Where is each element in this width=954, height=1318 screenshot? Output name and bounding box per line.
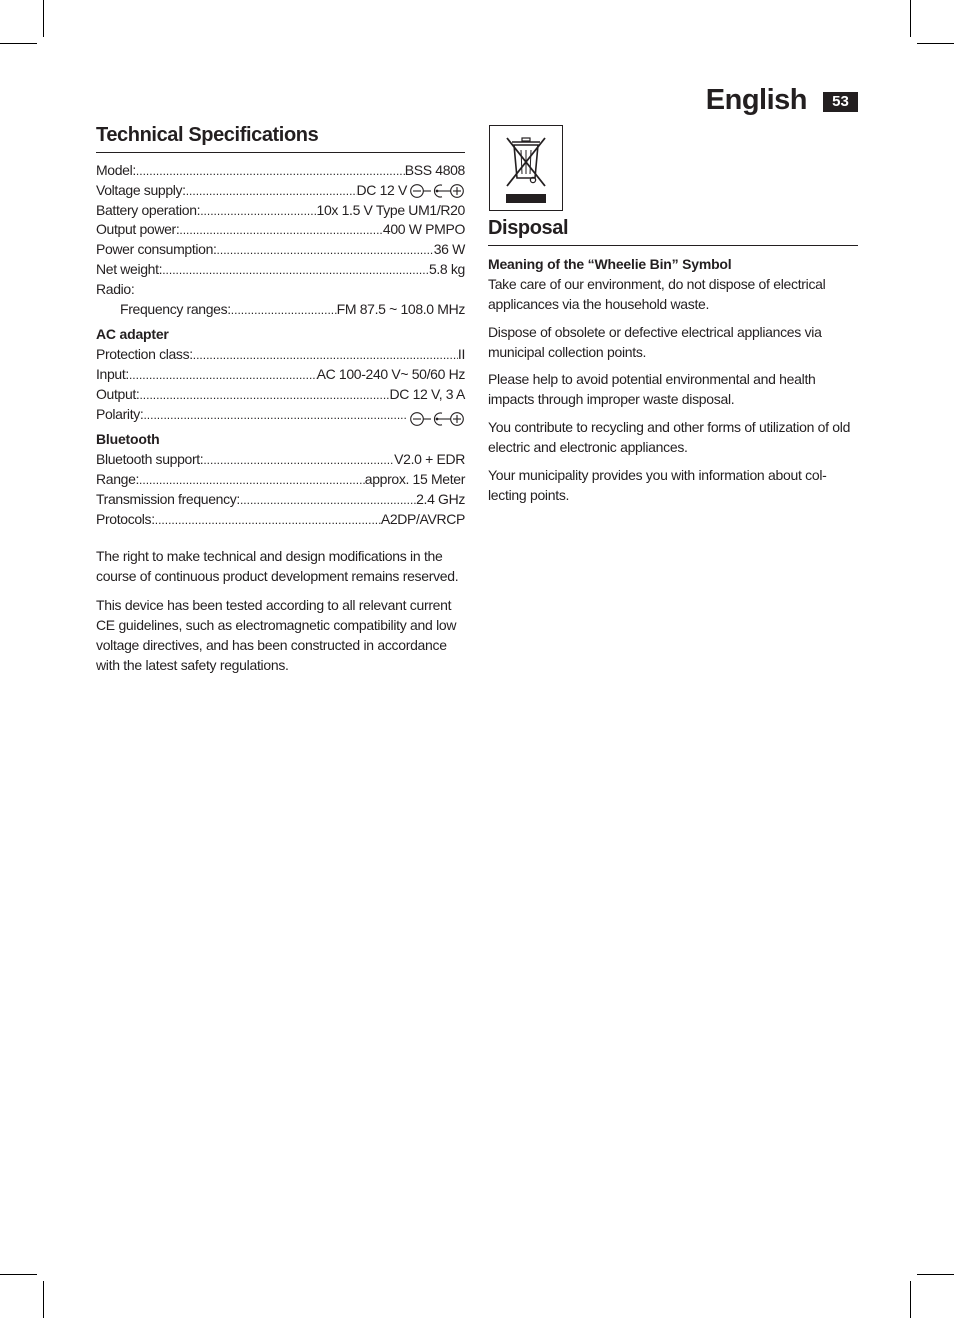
spec-value-text: DC 12 V, 3 A bbox=[389, 385, 465, 402]
leader-dots bbox=[186, 182, 357, 202]
crop-mark bbox=[0, 43, 37, 44]
disposal-section bbox=[488, 125, 858, 506]
spec-value bbox=[390, 385, 465, 405]
spec-label: Bluetooth support: bbox=[96, 451, 204, 468]
spec-value-text: 400 W PMPO bbox=[382, 221, 465, 238]
spec-value-text: AC 100-240 V~ 50/60 Hz bbox=[316, 365, 465, 382]
leader-dots bbox=[217, 241, 434, 261]
spec-value-text: A2DP/AVRCP bbox=[380, 510, 465, 527]
paragraph: You contribute to recycling and other forms of utilization of old electric and electronic appliances. bbox=[488, 419, 851, 456]
spec-value bbox=[429, 260, 465, 280]
spec-label: Net weight: bbox=[96, 260, 163, 277]
section-title: Disposal bbox=[488, 217, 858, 246]
spec-value bbox=[416, 490, 465, 510]
spec-row bbox=[96, 345, 465, 365]
spec-label: Polarity: bbox=[96, 405, 144, 422]
paragraph: Your municipality provides you with information about col-lecting points. bbox=[488, 467, 827, 503]
spec-row bbox=[96, 181, 465, 201]
crop-mark bbox=[0, 1274, 37, 1275]
spec-row bbox=[96, 385, 465, 405]
spec-value-text: V2.0 + EDR bbox=[394, 451, 465, 468]
spec-label: Output power: bbox=[96, 221, 180, 238]
spec-label: Protocols: bbox=[96, 510, 155, 527]
spec-row bbox=[96, 450, 465, 470]
spec-value-text: 10x 1.5 V Type UM1/R20 bbox=[316, 201, 465, 218]
leader-dots bbox=[203, 451, 394, 471]
spec-label: Voltage supply: bbox=[96, 181, 186, 198]
spec-value bbox=[357, 181, 465, 201]
spec-row bbox=[96, 510, 465, 530]
spec-row bbox=[96, 405, 465, 425]
dc-polarity-icon bbox=[409, 183, 465, 199]
spec-value bbox=[365, 470, 465, 490]
leader-dots bbox=[139, 386, 389, 406]
spec-label: Model: bbox=[96, 162, 136, 178]
leader-dots bbox=[139, 471, 365, 491]
crop-mark bbox=[917, 1274, 954, 1275]
spec-value bbox=[405, 161, 465, 181]
crop-mark bbox=[43, 0, 44, 37]
spec-value: FM 87.5 ~ 108.0 MHz bbox=[336, 300, 465, 317]
spec-label: Transmission frequency: bbox=[96, 490, 240, 507]
spec-row bbox=[96, 300, 465, 320]
spec-value bbox=[383, 220, 465, 240]
spec-row bbox=[96, 490, 465, 510]
spec-list bbox=[96, 161, 465, 529]
spec-value-text: II bbox=[457, 346, 465, 363]
spec-value bbox=[458, 345, 465, 365]
spec-label: Protection class: bbox=[96, 346, 193, 363]
spec-row bbox=[96, 240, 465, 260]
spec-value-text: DC 12 V bbox=[356, 181, 407, 198]
leader-dots bbox=[200, 202, 316, 222]
leader-dots bbox=[240, 491, 416, 511]
spec-value-text: BSS 4808 bbox=[404, 162, 465, 178]
spec-value bbox=[434, 240, 465, 260]
spec-value bbox=[394, 450, 465, 470]
leader-dots bbox=[231, 301, 337, 321]
crop-mark bbox=[910, 1281, 911, 1318]
leader-dots bbox=[136, 162, 405, 182]
paragraph: The right to make technical and design modifications in the course of continuous product development remains reserved. bbox=[96, 548, 459, 585]
spec-label: Battery operation: bbox=[96, 201, 201, 218]
spec-row bbox=[96, 201, 465, 221]
spec-label: Frequency ranges: bbox=[120, 300, 231, 317]
spec-row bbox=[96, 161, 465, 181]
dc-polarity-icon bbox=[409, 411, 465, 427]
crossed-out-wheelie-bin-icon bbox=[489, 125, 563, 211]
subsection-title: AC adapter bbox=[96, 326, 169, 343]
spec-label: Range: bbox=[96, 470, 140, 487]
crop-mark bbox=[43, 1281, 44, 1318]
spec-row bbox=[96, 220, 465, 240]
spec-row bbox=[96, 365, 465, 385]
crop-mark bbox=[910, 0, 911, 37]
leader-dots bbox=[179, 221, 383, 241]
spec-value-text: 2.4 GHz bbox=[416, 490, 465, 507]
leader-dots bbox=[193, 346, 458, 366]
leader-dots bbox=[155, 511, 381, 531]
spec-value bbox=[317, 365, 465, 385]
crop-mark bbox=[917, 43, 954, 44]
spec-label: Radio: bbox=[96, 280, 135, 297]
paragraph: Dispose of obsolete or defective electrical appliances via municipal collection points. bbox=[488, 323, 822, 360]
spec-value-text: 36 W bbox=[433, 241, 465, 258]
leader-dots bbox=[162, 261, 429, 281]
spec-label: Input: bbox=[96, 365, 129, 382]
spec-label: Power consumption: bbox=[96, 241, 217, 258]
paragraph: Take care of our environment, do not dispose of electrical applicances via the household waste. bbox=[488, 275, 826, 312]
spec-value-text: approx. 15 Meter bbox=[364, 470, 465, 487]
spec-value bbox=[381, 510, 465, 530]
spec-value bbox=[317, 201, 465, 221]
technical-specifications-section bbox=[96, 122, 465, 676]
subsection-title: Meaning of the “Wheelie Bin” Symbol bbox=[488, 256, 732, 272]
page-language: English bbox=[705, 84, 807, 116]
spec-row bbox=[96, 280, 465, 300]
section-title: Technical Specifications bbox=[96, 122, 465, 153]
leader-dots bbox=[129, 366, 317, 386]
page-number: 53 bbox=[823, 92, 858, 112]
spec-row bbox=[96, 260, 465, 280]
subsection-title: Bluetooth bbox=[96, 431, 160, 448]
spec-row bbox=[96, 470, 465, 490]
spec-value-text: 5.8 kg bbox=[428, 260, 465, 277]
paragraph: Please help to avoid potential environmental and health impacts through improper waste disposal. bbox=[488, 371, 816, 408]
spec-value bbox=[407, 411, 465, 427]
spec-label: Output: bbox=[96, 385, 140, 402]
paragraph: This device has been tested according to all relevant current CE guidelines, such as electromagnetic compatibility and low voltage directives, and has been constructed in accordance with the latest safety regulations. bbox=[96, 597, 457, 673]
leader-dots bbox=[143, 406, 407, 426]
